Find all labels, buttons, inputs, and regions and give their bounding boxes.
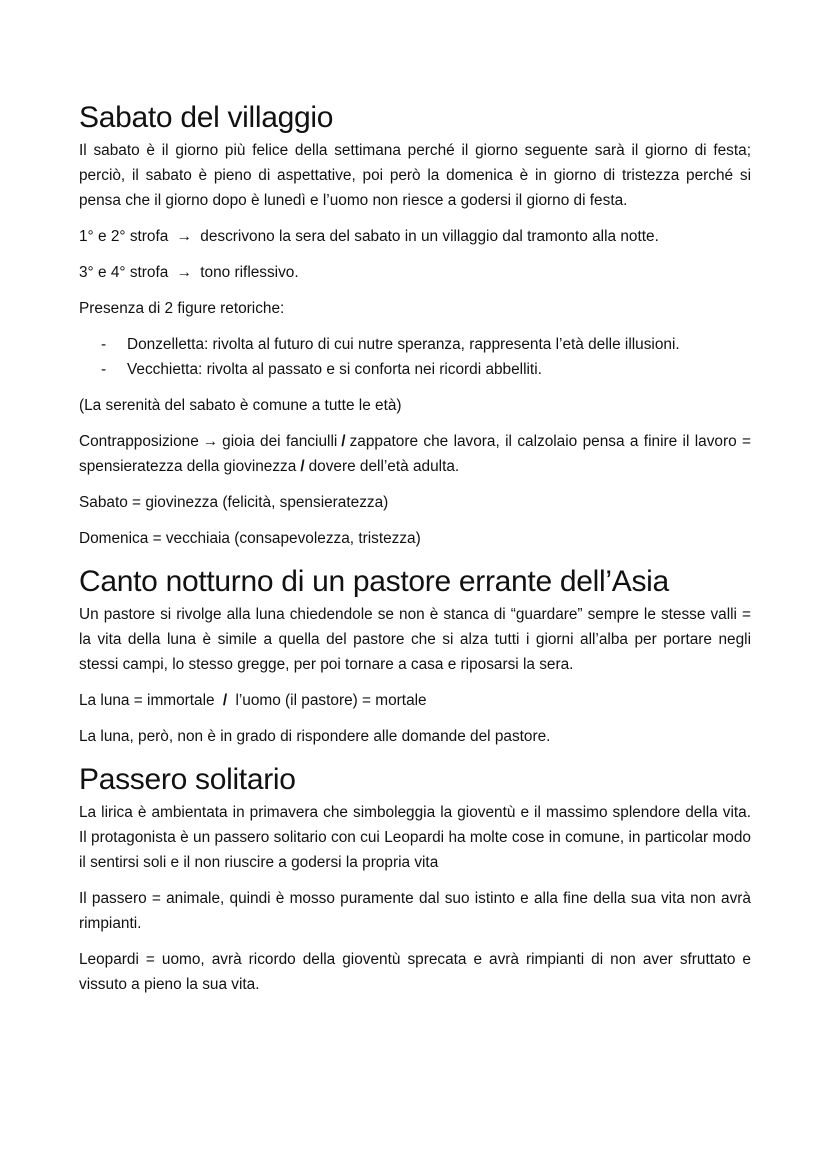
paragraph-luna-eq (79, 688, 751, 713)
paragraph-passero-intro: La lirica è ambientata in primavera che simboleggia la gioventù e il massimo splendore della vita. Il protagonista è un passero solitario con cui Leopardi ha molte cose in comune, in particolar modo il sentirsi soli e il non riuscire a godersi la propria vita (79, 804, 751, 871)
paragraph-contrapposizione (79, 429, 751, 479)
paragraph-strofe-3-4 (79, 260, 751, 285)
contrap-label: Contrapposizione (79, 433, 199, 450)
arrow-right-icon: → (176, 228, 192, 245)
luna-b: l’uomo (il pastore) = mortale (235, 692, 427, 709)
slash-separator: / (341, 433, 346, 450)
paragraph-serenity: (La serenità del sabato è comune a tutte le età) (79, 397, 402, 414)
section-title-sabato: Sabato del villaggio (79, 101, 334, 134)
figures-list (79, 332, 751, 382)
paragraph-figures-intro: Presenza di 2 figure retoriche: (79, 300, 285, 317)
list-item-donzelletta: - Donzelletta: rivolta al futuro di cui nutre speranza, rappresenta l’età delle illusioni. (127, 332, 751, 357)
strofe-3-4-text: tono riflessivo. (200, 264, 299, 281)
strofe-1-2-label: 1° e 2° strofa (79, 228, 169, 245)
strofe-1-2-text: descrivono la sera del sabato in un villaggio dal tramonto alla notte. (200, 228, 659, 245)
paragraph-passero-eq: Il passero = animale, quindi è mosso puramente dal suo istinto e alla fine della sua vita non avrà rimpianti. (79, 890, 751, 932)
luna-a: La luna = immortale (79, 692, 215, 709)
paragraph-leopardi-eq: Leopardi = uomo, avrà ricordo della gioventù sprecata e avrà rimpianti di non aver sfruttato e vissuto a pieno la sua vita. (79, 951, 751, 993)
arrow-right-icon: → (176, 264, 192, 281)
document-page (79, 98, 751, 1008)
section-title-passero: Passero solitario (79, 763, 296, 796)
paragraph-strofe-1-2 (79, 224, 751, 249)
paragraph-sabato-eq: Sabato = giovinezza (felicità, spensieratezza) (79, 494, 389, 511)
list-item-vecchietta: - Vecchietta: rivolta al passato e si conforta nei ricordi abbelliti. (127, 357, 751, 382)
contrap-c: dovere dell’età adulta. (308, 458, 460, 475)
paragraph-sabato-intro: Il sabato è il giorno più felice della settimana perché il giorno seguente sarà il giorno di festa; perciò, il sabato è pieno di aspettative, poi però la domenica è in giorno di tristezza perché si pensa che il giorno dopo è lunedì e l’uomo non riesce a godersi il giorno di festa. (79, 142, 751, 209)
paragraph-luna-note: La luna, però, non è in grado di rispondere alle domande del pastore. (79, 728, 551, 745)
paragraph-canto-intro: Un pastore si rivolge alla luna chiedendole se non è stanca di “guardare” sempre le stesse valli = la vita della luna è simile a quella del pastore che si alza tutti i giorni all’alba per portare negli stessi campi, lo stesso gregge, per poi tornare a casa e riposarsi la sera. (79, 606, 751, 673)
contrap-a: gioia dei fanciulli (222, 433, 338, 450)
slash-separator: / (300, 458, 305, 475)
paragraph-domenica-eq: Domenica = vecchiaia (consapevolezza, tristezza) (79, 530, 421, 547)
arrow-right-icon: → (202, 433, 219, 450)
section-title-canto-notturno: Canto notturno di un pastore errante dell’Asia (79, 565, 669, 598)
contrap-b: zappatore che lavora, il calzolaio pensa a finire il lavoro = spensieratezza della giovinezza (79, 433, 752, 475)
slash-separator: / (222, 692, 228, 709)
strofe-3-4-label: 3° e 4° strofa (79, 264, 169, 281)
